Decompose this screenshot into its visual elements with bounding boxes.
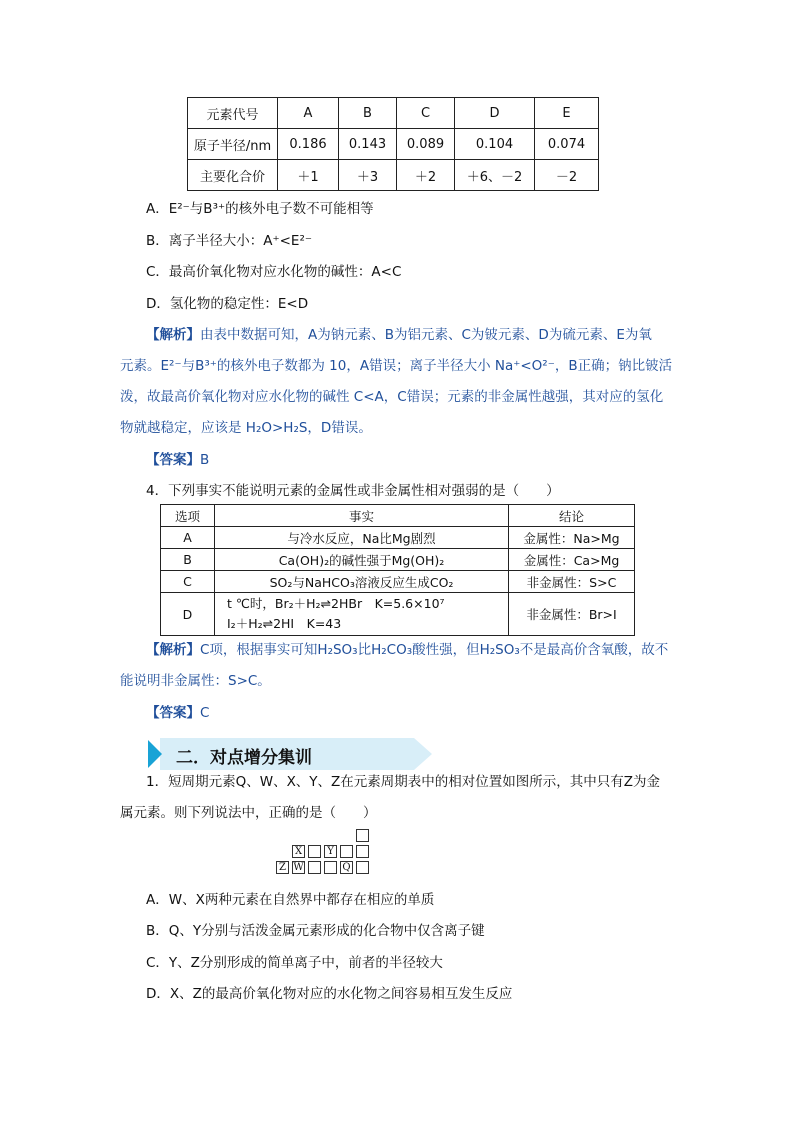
table-cell: 非金属性：Br>I: [509, 593, 635, 636]
analysis-text: 能说明非金属性：S>C。: [120, 673, 271, 689]
table-cell: D: [161, 593, 215, 636]
table-cell: 与冷水反应，Na比Mg剧烈: [215, 527, 509, 549]
table-header-cell: 选项: [161, 505, 215, 527]
analysis-text: 由表中数据可知，A为钠元素、B为铝元素、C为铍元素、D为硫元素、E为氧: [200, 327, 652, 343]
option-c: C．最高价氧化物对应水化物的碱性：A<C: [146, 264, 402, 280]
analysis-text: 元素。E²⁻与B³⁺的核外电子数都为 10，A错误；离子半径大小 Na⁺<O²⁻，B正确；钠比铍活: [120, 358, 673, 374]
table-cell: ＋1: [278, 160, 339, 191]
analysis-paragraph: [146, 325, 652, 345]
table-cell: 金属性：Na>Mg: [509, 527, 635, 549]
table-cell: B: [161, 549, 215, 571]
table-cell: 0.143: [339, 129, 397, 160]
table-cell: A: [161, 527, 215, 549]
table-cell: Ca(OH)₂的碱性强于Mg(OH)₂: [215, 549, 509, 571]
periodic-grid: [276, 829, 376, 875]
table-row: [161, 571, 635, 593]
answer-tag: 【答案】: [146, 705, 200, 721]
facts-table: [160, 504, 635, 636]
answer-line: [146, 703, 209, 723]
analysis-text: 泼，故最高价氧化物对应水化物的碱性 C<A，C错误；元素的非金属性越强，其对应的氢化: [120, 389, 664, 405]
analysis-tag: 【解析】: [146, 327, 200, 343]
table-header-cell: C: [397, 98, 455, 129]
table-header-cell: 元素代号: [188, 98, 278, 129]
option-c: C．Y、Z分别形成的简单离子中，前者的半径较大: [146, 955, 443, 971]
table-row: [161, 549, 635, 571]
option-b: B．Q、Y分别与活泼金属元素形成的化合物中仅含离子键: [146, 923, 485, 939]
answer-value: C: [200, 705, 210, 721]
analysis-tag: 【解析】: [146, 642, 200, 658]
table-cell: C: [161, 571, 215, 593]
table-cell: 0.186: [278, 129, 339, 160]
grid-cell: [308, 861, 321, 874]
table-cell: 0.089: [397, 129, 455, 160]
section-title: 二．对点增分集训: [176, 748, 312, 768]
table-cell: 主要化合价: [188, 160, 278, 191]
table-cell: 0.074: [535, 129, 599, 160]
grid-cell: W: [293, 862, 304, 873]
answer-line: [146, 450, 209, 470]
grid-cell: Q: [340, 861, 353, 874]
table-row: [161, 593, 635, 636]
table-cell: 非金属性：S>C: [509, 571, 635, 593]
table-cell: SO₂与NaHCO₃溶液反应生成CO₂: [215, 571, 509, 593]
table-header-cell: 事实: [215, 505, 509, 527]
section-header: [146, 736, 436, 772]
table-cell: ＋2: [397, 160, 455, 191]
grid-cell: [356, 829, 369, 842]
grid-cell: X: [292, 845, 305, 858]
grid-cell: [356, 845, 369, 858]
grid-cell: Z: [276, 861, 289, 874]
table-header-cell: D: [455, 98, 535, 129]
analysis-paragraph: [146, 640, 668, 660]
question-stem: 4．下列事实不能说明元素的金属性或非金属性相对强弱的是（ ）: [146, 483, 560, 499]
table-header-cell: E: [535, 98, 599, 129]
grid-cell: [340, 845, 353, 858]
option-a: A．W、X两种元素在自然界中都存在相应的单质: [146, 892, 435, 908]
analysis-text: C项，根据事实可知H₂SO₃比H₂CO₃酸性强，但H₂SO₃不是最高价含氧酸，故不: [200, 642, 669, 658]
table-header-cell: A: [278, 98, 339, 129]
equation-line: t ℃时，Br₂＋H₂⇌2HBr K=5.6×10⁷: [227, 596, 445, 611]
table-cell: －2: [535, 160, 599, 191]
grid-cell: [308, 845, 321, 858]
table-header-cell: 结论: [509, 505, 635, 527]
table-cell: 0.104: [455, 129, 535, 160]
answer-tag: 【答案】: [146, 452, 200, 468]
table-cell: ＋6、－2: [455, 160, 535, 191]
table-row: [188, 98, 599, 129]
equation-line: I₂＋H₂⇌2HI K=43: [227, 616, 342, 631]
option-d: D．氢化物的稳定性：E<D: [146, 296, 309, 312]
table-cell: 金属性：Ca>Mg: [509, 549, 635, 571]
question-stem: 1．短周期元素Q、W、X、Y、Z在元素周期表中的相对位置如图所示，其中只有Z为金: [146, 774, 661, 790]
grid-cell: [324, 861, 337, 874]
table-row: [161, 527, 635, 549]
table-cell: [215, 593, 509, 636]
analysis-text: 物就越稳定，应该是 H₂O>H₂S，D错误。: [120, 420, 372, 436]
table-row: [188, 160, 599, 191]
table-row: [188, 129, 599, 160]
option-a: A．E²⁻与B³⁺的核外电子数不可能相等: [146, 201, 374, 217]
grid-cell: [356, 861, 369, 874]
question-stem: 属元素。则下列说法中，正确的是（ ）: [120, 805, 377, 821]
option-d: D．X、Z的最高价氧化物对应的水化物之间容易相互发生反应: [146, 986, 513, 1002]
answer-value: B: [200, 452, 210, 468]
grid-cell: Y: [324, 845, 337, 858]
table-header-cell: B: [339, 98, 397, 129]
option-b: B．离子半径大小：A⁺<E²⁻: [146, 233, 313, 249]
element-data-table: [187, 97, 599, 191]
table-row: [161, 505, 635, 527]
table-cell: 原子半径/nm: [188, 129, 278, 160]
table-cell: ＋3: [339, 160, 397, 191]
